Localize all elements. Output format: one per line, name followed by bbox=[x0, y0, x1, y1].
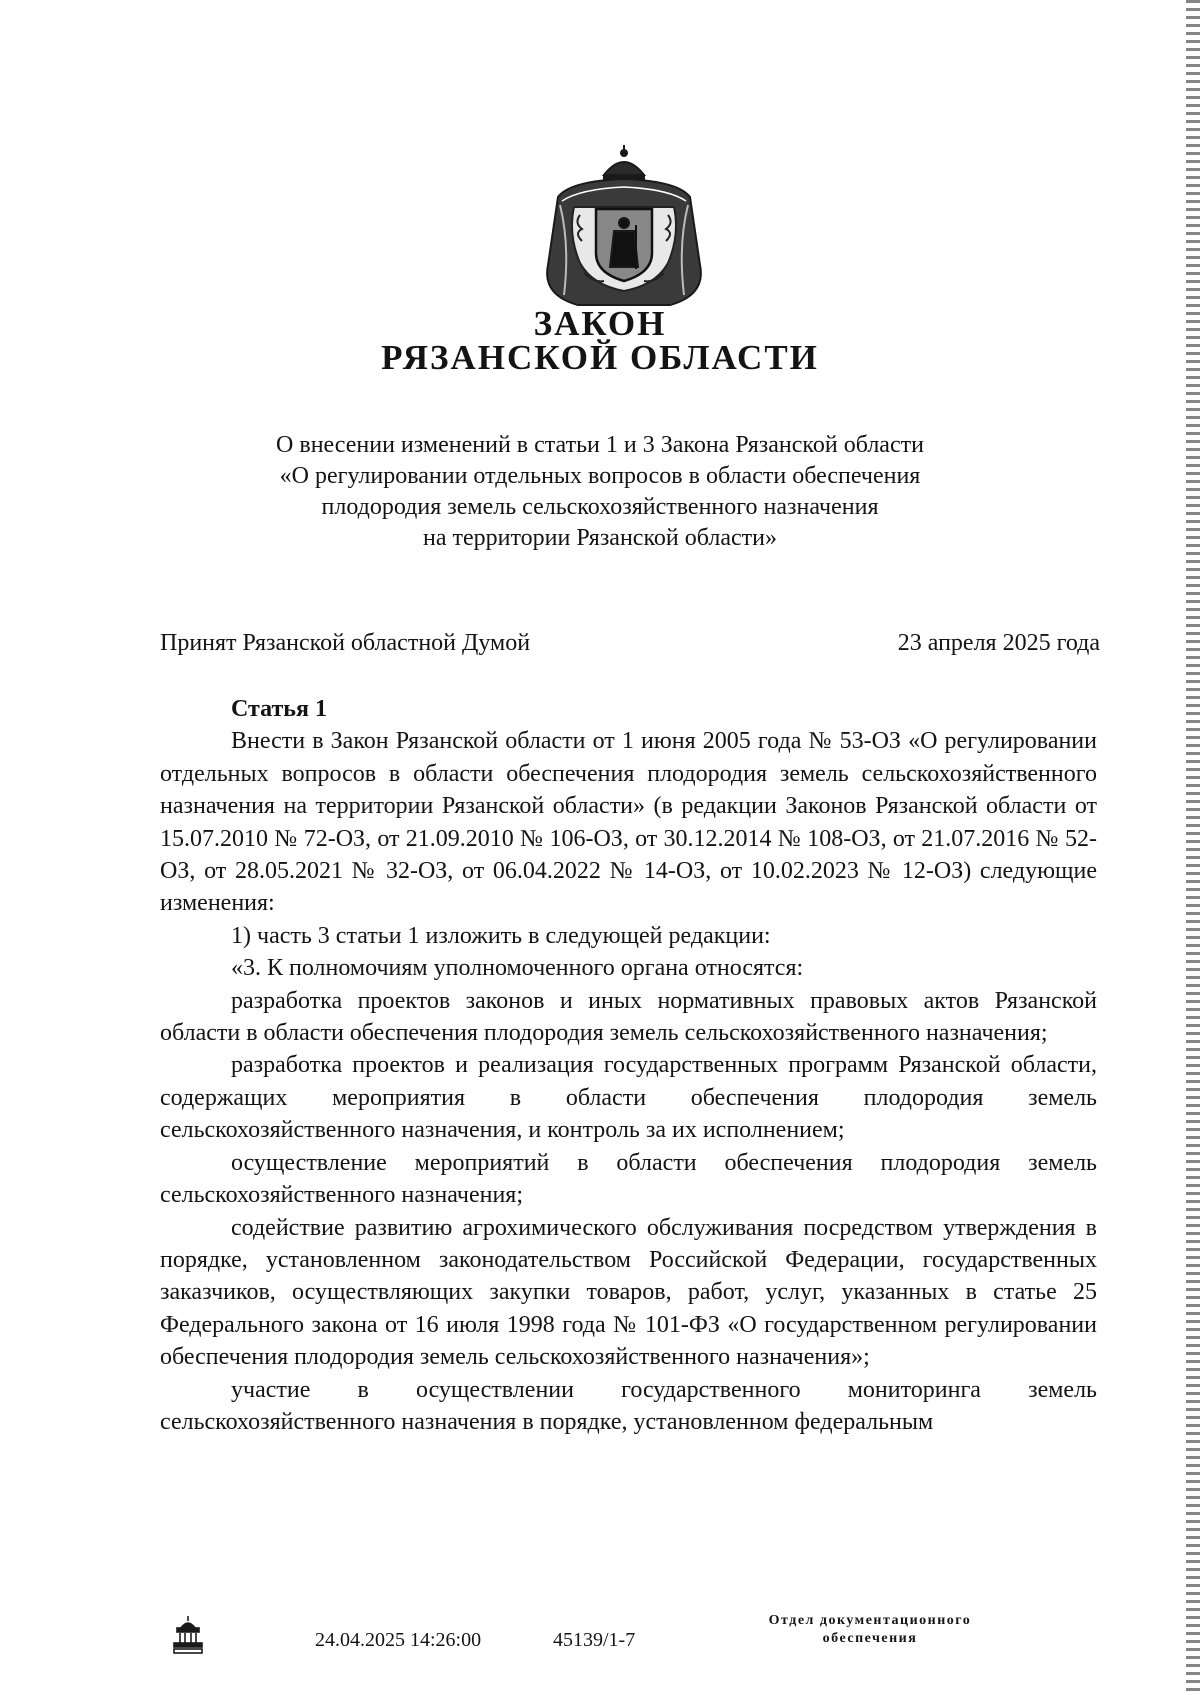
article-paragraph: Внести в Закон Рязанской области от 1 июня 2005 года № 53-ОЗ «О регулировании отдельных вопросов в области обеспечения плодородия земель сельскохозяйственного назначения на территории Рязанской области» (в редакции Законов Рязанской области от 15.07.2010 № 72-ОЗ, от 21.09.2010 № 106-ОЗ, от 30.12.2014 № 108-ОЗ, от 21.07.2016 № 52-ОЗ, от 28.05.2021 № 32-ОЗ, от 06.04.2022 № 14-ОЗ, от 10.02.2023 № 12-ОЗ) следующие изменения: bbox=[160, 728, 1097, 917]
subject-line: О внесении изменений в статьи 1 и 3 Закона Рязанской области bbox=[276, 432, 924, 458]
law-title-line1: ЗАКОН bbox=[533, 304, 667, 343]
law-title-line2: РЯЗАНСКОЙ ОБЛАСТИ bbox=[381, 338, 819, 377]
subject-line: «О регулировании отдельных вопросов в области обеспечения bbox=[279, 463, 921, 489]
article-paragraph: содействие развитию агрохимического обслуживания посредством утверждения в порядке, установленном законодательством Российской Федерации, государственных заказчиков, осуществляющих закупки товаров, работ, услуг, указанных в статье 25 Федерального закона от 16 июля 1998 года № 101-ФЗ «О государственном регулировании обеспечения плодородия земель сельскохозяйственного назначения»; bbox=[160, 1214, 1097, 1371]
registration-datetime: 24.04.2025 14:26:00 bbox=[315, 1629, 482, 1651]
duma-building-icon bbox=[172, 1614, 204, 1654]
article-1 bbox=[160, 693, 1097, 1438]
article-paragraph: разработка проектов и реализация государственных программ Рязанской области, содержащих мероприятия в области обеспечения плодородия земель сельскохозяйственного назначения, и контроль за их исполнением; bbox=[160, 1052, 1097, 1144]
stamp-line: Отдел документационного bbox=[768, 1613, 972, 1628]
coat-of-arms-emblem bbox=[540, 145, 708, 310]
department-stamp bbox=[720, 1612, 1020, 1648]
article-heading: Статья 1 bbox=[231, 696, 327, 722]
adoption-date: 23 апреля 2025 года bbox=[897, 630, 1100, 656]
law-subject bbox=[180, 430, 1020, 554]
stamp-line: обеспечения bbox=[822, 1631, 918, 1646]
scan-edge bbox=[1186, 0, 1200, 1695]
article-paragraph: осуществление мероприятий в области обеспечения плодородия земель сельскохозяйственного назначения; bbox=[160, 1149, 1097, 1209]
article-paragraph: участие в осуществлении государственного мониторинга земель сельскохозяйственного назначения в порядке, установленном федеральным bbox=[160, 1376, 1097, 1435]
article-paragraph: разработка проектов законов и иных нормативных правовых актов Рязанской области в области обеспечения плодородия земель сельскохозяйственного назначения; bbox=[160, 987, 1097, 1047]
subject-line: на территории Рязанской области» bbox=[423, 525, 777, 551]
adopted-by: Принят Рязанской областной Думой bbox=[160, 630, 531, 656]
registration-number: 45139/1-7 bbox=[553, 1629, 636, 1651]
article-paragraph: «3. К полномочиям уполномоченного органа относятся: bbox=[231, 955, 804, 982]
subject-line: плодородия земель сельскохозяйственного назначения bbox=[321, 494, 879, 520]
article-paragraph: 1) часть 3 статьи 1 изложить в следующей редакции: bbox=[231, 922, 771, 949]
